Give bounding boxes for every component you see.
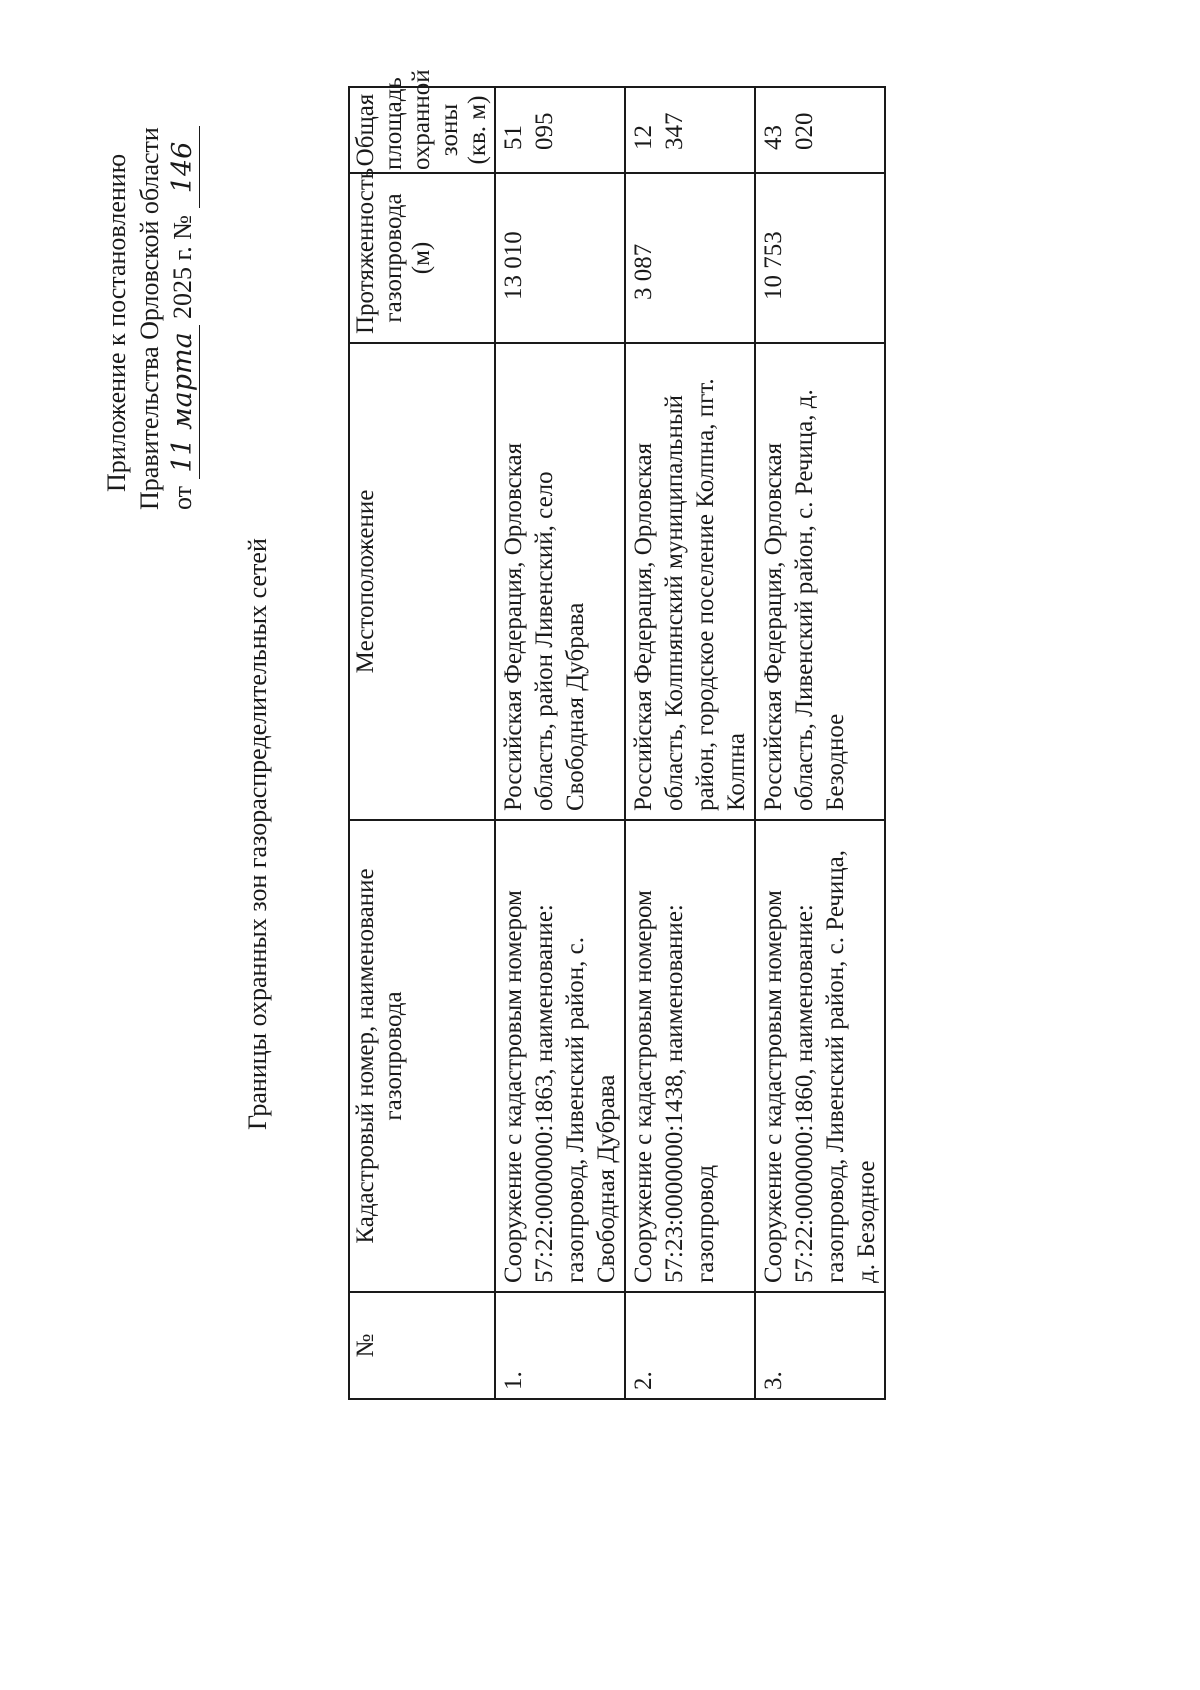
cell-name: Сооружение с кадастровым номером 57:23:0000000:1438, наименование: газопровод	[625, 820, 755, 1292]
header-area: Общая площадь охранной зоны (кв. м)	[349, 87, 495, 173]
cell-length: 10 753	[755, 173, 885, 343]
appendix-line-3	[166, 70, 200, 510]
cell-length: 3 087	[625, 173, 755, 343]
table-header-row	[349, 87, 495, 1399]
header-num: №	[349, 1292, 495, 1399]
appendix-line-1: Приложение к постановлению	[102, 153, 131, 492]
appendix-from-label: от	[168, 485, 197, 510]
appendix-reference	[100, 70, 200, 510]
header-name: Кадастровый номер, наименование газопровода	[349, 820, 495, 1292]
cell-area: 12 347	[625, 87, 755, 173]
cell-name: Сооружение с кадастровым номером 57:22:0000000:1860, наименование: газопровод, Ливенский район, с. Речица, д. Безодное	[755, 820, 885, 1292]
header-location: Местоположение	[349, 343, 495, 820]
cell-num: 3.	[755, 1292, 885, 1399]
table-row	[495, 87, 625, 1399]
cell-area: 51 095	[495, 87, 625, 173]
handwritten-date: 11 марта	[166, 325, 200, 479]
table-row	[755, 87, 885, 1399]
cell-area: 43 020	[755, 87, 885, 173]
header-length: Протяженность газопровода (м)	[349, 173, 495, 343]
cell-length: 13 010	[495, 173, 625, 343]
cell-name: Сооружение с кадастровым номером 57:22:0000000:1863, наименование: газопровод, Ливенский район, с. Свободная Дубрава	[495, 820, 625, 1292]
cell-location: Российская Федерация, Орловская область, Ливенский район, с. Речица, д. Безодное	[755, 343, 885, 820]
cell-num: 2.	[625, 1292, 755, 1399]
handwritten-number: 146	[166, 126, 200, 208]
table-row	[625, 87, 755, 1399]
document-title: Границы охранных зон газораспределительных сетей	[243, 538, 272, 1130]
cell-location: Российская Федерация, Орловская область, район Ливенский, село Свободная Дубрава	[495, 343, 625, 820]
appendix-line-2: Правительства Орловской области	[135, 127, 164, 510]
cell-location: Российская Федерация, Орловская область, Колпнянский муниципальный район, городское поселение Колпна, пгт. Колпна	[625, 343, 755, 820]
zones-table	[348, 69, 886, 1400]
appendix-year-text: 2025 г. №	[168, 214, 197, 319]
cell-num: 1.	[495, 1292, 625, 1399]
